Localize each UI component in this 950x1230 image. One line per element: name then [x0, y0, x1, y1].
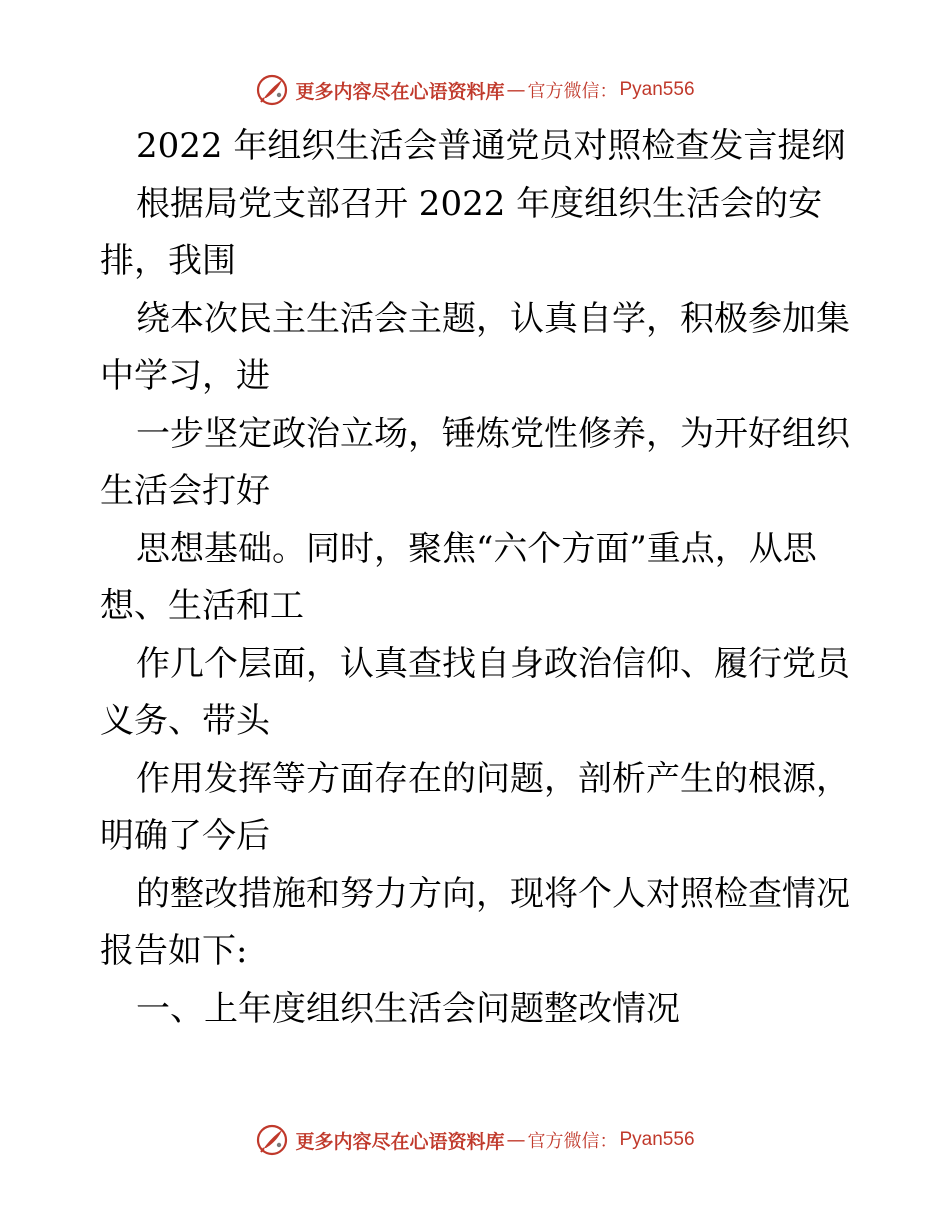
paragraph-line: 绕本次民主生活会主题，认真自学，积极参加集	[136, 298, 850, 339]
section-heading: 一、上年度组织生活会问题整改情况	[136, 988, 680, 1029]
paragraph-line: 作用发挥等方面存在的问题，剖析产生的根源，	[136, 758, 850, 799]
paragraph-line: 义务、带头	[100, 701, 270, 741]
banner-wechat-label: 官方微信：	[527, 1131, 618, 1152]
banner-wechat-id: Pyan556	[619, 1129, 695, 1150]
paragraph-line: 明确了今后	[100, 816, 270, 856]
banner-dash: —	[506, 1129, 526, 1151]
paragraph-line: 思想基础。同时，聚焦“六个方面”重点，从思	[136, 528, 817, 569]
quill-pen-logo-icon	[255, 1123, 289, 1157]
quill-pen-logo-icon	[255, 73, 289, 107]
paragraph-line: 一步坚定政治立场，锤炼党性修养，为开好组织	[136, 413, 850, 454]
paragraph-line: 的整改措施和努力方向，现将个人对照检查情况	[136, 873, 850, 914]
banner-wechat-id: Pyan556	[619, 79, 695, 100]
paragraph-line: 根据局党支部召开 2022 年度组织生活会的安	[136, 183, 823, 224]
paragraph-line: 排，我围	[100, 241, 236, 281]
paragraph-line: 中学习，进	[100, 356, 270, 396]
footer-banner	[0, 1120, 950, 1160]
paragraph-line: 想、生活和工	[100, 586, 304, 626]
banner-text: 更多内容尽在心语资料库	[295, 80, 505, 103]
banner-dash: —	[506, 79, 526, 101]
header-banner	[0, 70, 950, 110]
document-title: 2022 年组织生活会普通党员对照检查发言提纲	[136, 126, 846, 166]
paragraph-line: 生活会打好	[100, 471, 270, 511]
banner-wechat-label: 官方微信：	[527, 81, 618, 102]
paragraph-line: 作几个层面，认真查找自身政治信仰、履行党员	[136, 643, 850, 684]
document-body	[100, 118, 860, 1038]
paragraph-line: 报告如下:	[100, 931, 248, 971]
banner-text: 更多内容尽在心语资料库	[295, 1130, 505, 1153]
